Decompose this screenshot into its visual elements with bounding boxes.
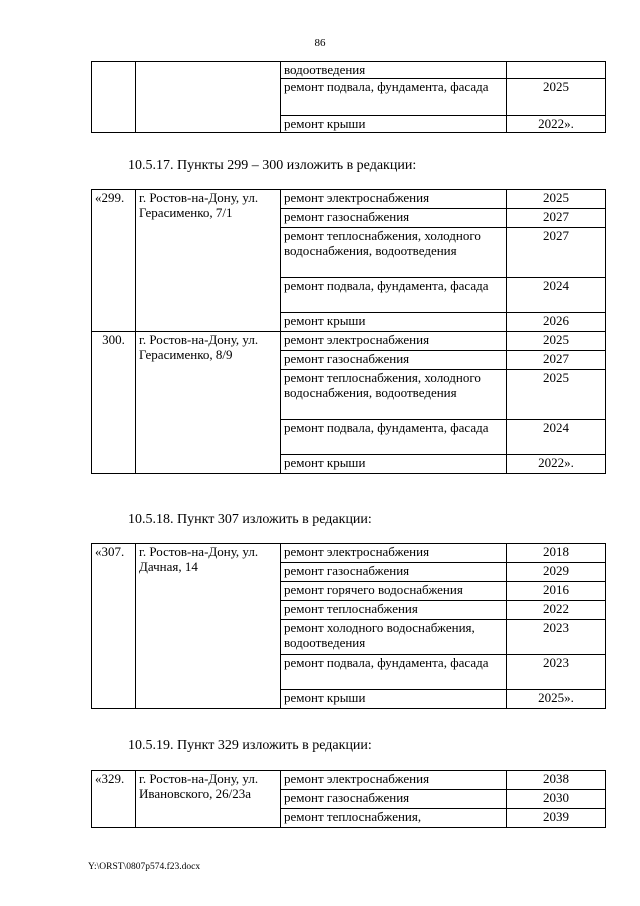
work-cell: ремонт крыши bbox=[281, 690, 507, 709]
year-cell: 2039 bbox=[507, 809, 606, 828]
table-row bbox=[92, 544, 606, 563]
year-cell: 2022». bbox=[507, 455, 606, 474]
year-cell: 2025 bbox=[507, 332, 606, 351]
num-cell: «307. bbox=[92, 544, 136, 709]
num-cell: «299. bbox=[92, 190, 136, 332]
work-cell: ремонт крыши bbox=[281, 455, 507, 474]
address-cell: г. Ростов-на-Дону, ул. Герасименко, 7/1 bbox=[136, 190, 281, 332]
address-cell: г. Ростов-на-Дону, ул. Ивановского, 26/23а bbox=[136, 771, 281, 828]
table-row bbox=[92, 190, 606, 209]
work-cell: ремонт подвала, фундамента, фасада bbox=[281, 655, 507, 690]
year-cell: 2038 bbox=[507, 771, 606, 790]
year-cell: 2018 bbox=[507, 544, 606, 563]
work-cell: ремонт подвала, фундамента, фасада bbox=[281, 420, 507, 455]
address-cell bbox=[136, 62, 281, 133]
work-cell: ремонт теплоснабжения bbox=[281, 601, 507, 620]
year-cell: 2025 bbox=[507, 370, 606, 420]
work-cell: ремонт электроснабжения bbox=[281, 771, 507, 790]
work-cell: ремонт теплоснабжения, холодного водоснабжения, водоотведения bbox=[281, 228, 507, 278]
year-cell: 2027 bbox=[507, 209, 606, 228]
work-cell: ремонт крыши bbox=[281, 313, 507, 332]
page-number: 86 bbox=[314, 37, 326, 49]
work-cell: ремонт холодного водоснабжения, водоотведения bbox=[281, 620, 507, 655]
year-cell: 2024 bbox=[507, 420, 606, 455]
table-point-307 bbox=[91, 543, 606, 709]
work-cell: водоотведения bbox=[281, 62, 507, 79]
work-cell: ремонт теплоснабжения, bbox=[281, 809, 507, 828]
table-row bbox=[92, 771, 606, 790]
work-cell: ремонт подвала, фундамента, фасада bbox=[281, 278, 507, 313]
year-cell: 2026 bbox=[507, 313, 606, 332]
work-cell: ремонт газоснабжения bbox=[281, 209, 507, 228]
table-row bbox=[92, 332, 606, 351]
work-cell: ремонт электроснабжения bbox=[281, 190, 507, 209]
work-cell: ремонт газоснабжения bbox=[281, 351, 507, 370]
year-cell: 2023 bbox=[507, 620, 606, 655]
paragraph-10-5-17: 10.5.17. Пункты 299 – 300 изложить в редакции: bbox=[128, 158, 417, 173]
year-cell bbox=[507, 62, 606, 79]
table-points-299-300 bbox=[91, 189, 606, 474]
num-cell bbox=[92, 62, 136, 133]
work-cell: ремонт теплоснабжения, холодного водоснабжения, водоотведения bbox=[281, 370, 507, 420]
year-cell: 2016 bbox=[507, 582, 606, 601]
year-cell: 2025 bbox=[507, 190, 606, 209]
table-row bbox=[92, 62, 606, 79]
year-cell: 2030 bbox=[507, 790, 606, 809]
year-cell: 2025». bbox=[507, 690, 606, 709]
work-cell: ремонт электроснабжения bbox=[281, 544, 507, 563]
work-cell: ремонт крыши bbox=[281, 116, 507, 133]
year-cell: 2024 bbox=[507, 278, 606, 313]
year-cell: 2022 bbox=[507, 601, 606, 620]
table-point-329 bbox=[91, 770, 606, 828]
work-cell: ремонт газоснабжения bbox=[281, 790, 507, 809]
num-cell: 300. bbox=[92, 332, 136, 474]
paragraph-10-5-18: 10.5.18. Пункт 307 изложить в редакции: bbox=[128, 512, 372, 527]
work-cell: ремонт электроснабжения bbox=[281, 332, 507, 351]
address-cell: г. Ростов-на-Дону, ул. Дачная, 14 bbox=[136, 544, 281, 709]
year-cell: 2027 bbox=[507, 228, 606, 278]
num-cell: «329. bbox=[92, 771, 136, 828]
year-cell: 2025 bbox=[507, 79, 606, 116]
footer-file-path: Y:\ORST\0807p574.f23.docx bbox=[88, 862, 201, 872]
paragraph-10-5-19: 10.5.19. Пункт 329 изложить в редакции: bbox=[128, 738, 372, 753]
work-cell: ремонт газоснабжения bbox=[281, 563, 507, 582]
year-cell: 2023 bbox=[507, 655, 606, 690]
work-cell: ремонт подвала, фундамента, фасада bbox=[281, 79, 507, 116]
address-cell: г. Ростов-на-Дону, ул. Герасименко, 8/9 bbox=[136, 332, 281, 474]
year-cell: 2022». bbox=[507, 116, 606, 133]
work-cell: ремонт горячего водоснабжения bbox=[281, 582, 507, 601]
table-top bbox=[91, 61, 606, 133]
year-cell: 2027 bbox=[507, 351, 606, 370]
year-cell: 2029 bbox=[507, 563, 606, 582]
